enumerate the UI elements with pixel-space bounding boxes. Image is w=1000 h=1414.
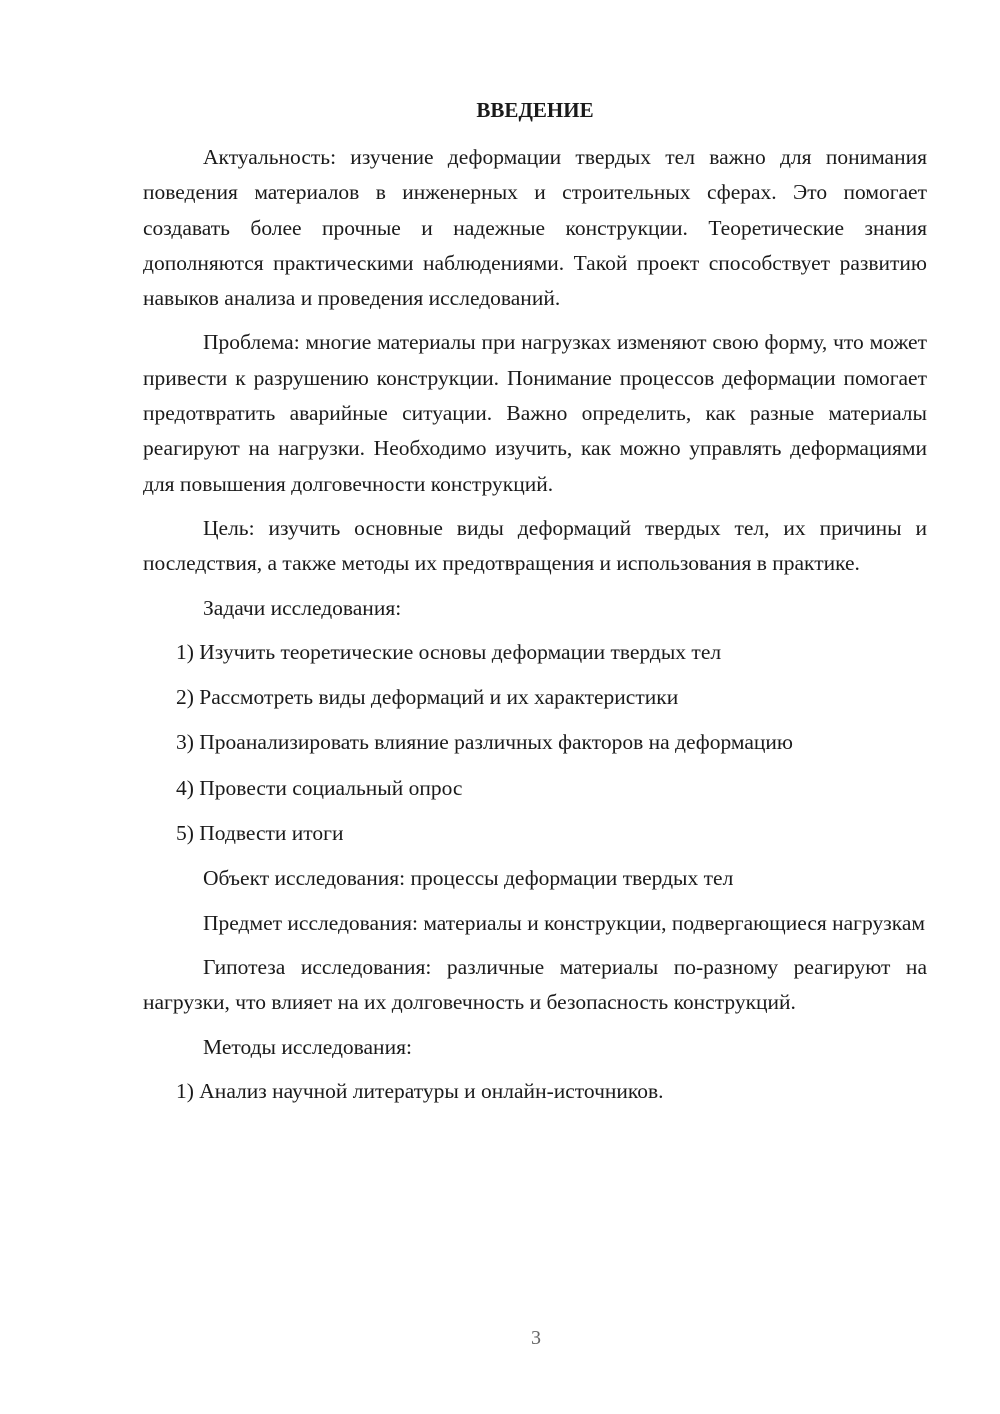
hypothesis-paragraph: Гипотеза исследования: различные материалы по-разному реагируют на нагрузки, что влияет на их долговечность и безопасность конструкций. (143, 954, 927, 1015)
page-content (143, 96, 927, 1119)
list-item: 3) Проанализировать влияние различных факторов на деформацию (176, 730, 793, 755)
object-paragraph: Объект исследования: процессы деформации твердых тел (203, 866, 734, 891)
subject-paragraph: Предмет исследования: материалы и конструкции, подвергающиеся нагрузкам (203, 910, 925, 935)
goal-paragraph: Цель: изучить основные виды деформаций твердых тел, их причины и последствия, а также методы их предотвращения и использования в практике. (143, 515, 927, 576)
problem-paragraph: Проблема: многие материалы при нагрузках изменяют свою форму, что может привести к разрушению конструкции. Понимание процессов деформации помогает предотвратить аварийные ситуации. Важно определить, как разные материалы реагируют на нагрузки. Необходимо изучить, как можно управлять деформациями для повышения долговечности конструкций. (143, 330, 927, 496)
list-item: 1) Анализ научной литературы и онлайн-источников. (176, 1078, 664, 1103)
page-title: ВВЕДЕНИЕ (476, 98, 594, 122)
tasks-heading: Задачи исследования: (203, 595, 402, 620)
list-item: 5) Подвести итоги (176, 821, 344, 846)
methods-heading: Методы исследования: (203, 1034, 412, 1059)
list-item: 2) Рассмотреть виды деформаций и их характеристики (176, 685, 679, 710)
list-item: 1) Изучить теоретические основы деформации твердых тел (176, 639, 722, 664)
page-number: 3 (531, 1327, 541, 1349)
list-item: 4) Провести социальный опрос (176, 775, 463, 800)
relevance-paragraph: Актуальность: изучение деформации твердых тел важно для понимания поведения материалов в инженерных и строительных сферах. Это помогает создавать более прочные и надежные конструкции. Теоретические знания дополняются практическими наблюдениями. Такой проект способствует развитию навыков анализа и проведения исследований. (143, 145, 927, 311)
